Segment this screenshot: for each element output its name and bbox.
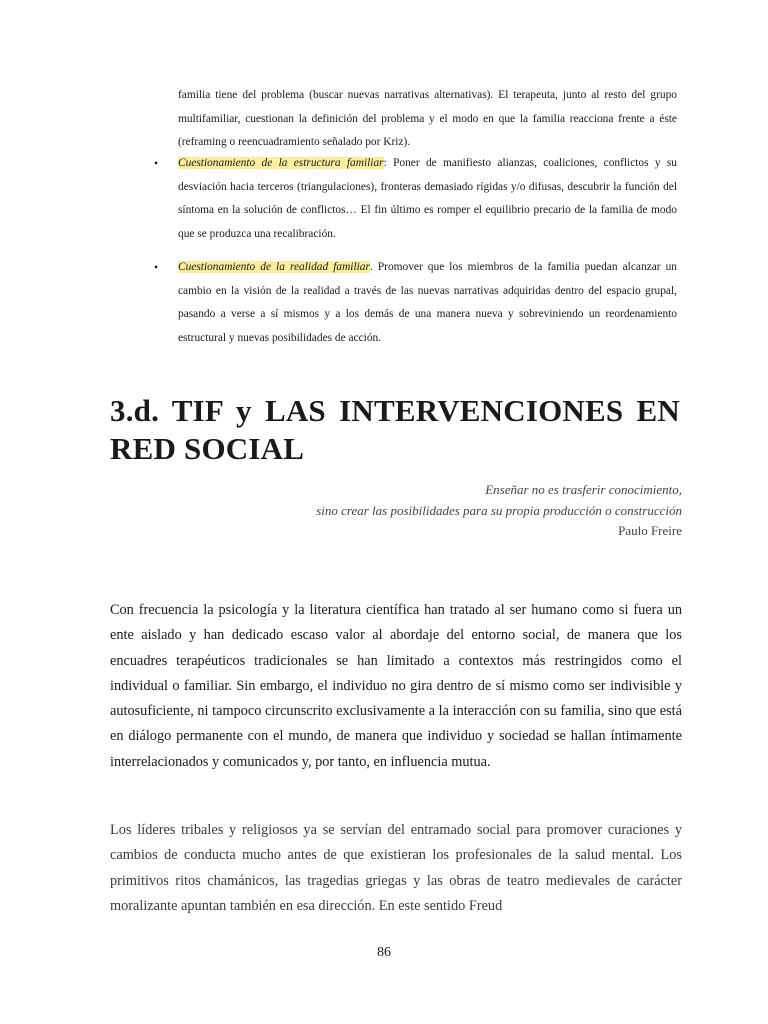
bullet-list [0,152,768,360]
highlighted-term: Cuestionamiento de la realidad familiar [178,261,370,273]
bullet-text: . Promover que los miembros de la familia puedan alcanzar un cambio en la visión de la realidad a través de las nuevas narrativas adquiridas dentro del espacio grupal, pasando a verse a sí mismos y a los demás de una manera nueva y sobreviniendo un reordenamiento estructural y nuevas posibilidades de acción. [178,261,677,344]
section-title: 3.d. TIF y LAS INTERVENCIONES EN RED SOCIAL [110,393,680,466]
epigraph-line-2: sino crear las posibilidades para su propia producción o construcción [316,502,682,518]
page-number: 86 [377,945,391,960]
body-paragraph-1: Con frecuencia la psicología y la literatura científica han tratado al ser humano como si fuera un ente aislado y han dedicado escaso valor al abordaje del entorno social, de manera que los encuadres terapéuticos tradicionales se han limitado a contextos más restringidos como el individual o familiar. Sin embargo, el individuo no gira dentro de sí mismo como ser indivisible y autosuficiente, ni tampoco circunscrito exclusivamente a la interacción con su familia, sino que está en diálogo permanente con el mundo, de manera que individuo y sociedad se hallan íntimamente interrelacionados y comunicados y, por tanto, en influencia mutua. [110,602,682,770]
bullet-item-reality [154,256,677,350]
epigraph-line-1: Enseñar no es trasferir conocimiento, [485,482,682,497]
bullet-icon: • [154,156,159,170]
highlighted-term: Cuestionamiento de la estructura familiar [178,157,384,169]
bullet-icon: • [154,260,159,274]
intro-paragraph: familia tiene del problema (buscar nuevas narrativas alternativas). El terapeuta, junto al resto del grupo multifamiliar, cuestionan la definición del problema y el modo en que la familia reacciona frente a éste (reframing o reencuadramiento señalado por Kriz). [178,89,677,148]
bullet-text: : Poner de manifiesto alianzas, coaliciones, conflictos y su desviación hacia terceros (triangulaciones), fronteras demasiado rígidas y/o difusas, descubrir la función del síntoma en la solución de conflictos… El fin último es romper el equilibrio precario de la familia de modo que se produzca una recalibración. [178,157,677,240]
epigraph [316,480,682,542]
bullet-item-structure [154,152,677,246]
body-paragraph-2: Los líderes tribales y religiosos ya se servían del entramado social para promover curaciones y cambios de conducta mucho antes de que existieran los profesionales de la salud mental. Los primitivos ritos chamánicos, las tragedias griegas y las obras de teatro medievales de carácter moralizante apuntan también en esa dirección. En este sentido Freud [110,822,682,914]
epigraph-author: Paulo Freire [618,523,682,538]
